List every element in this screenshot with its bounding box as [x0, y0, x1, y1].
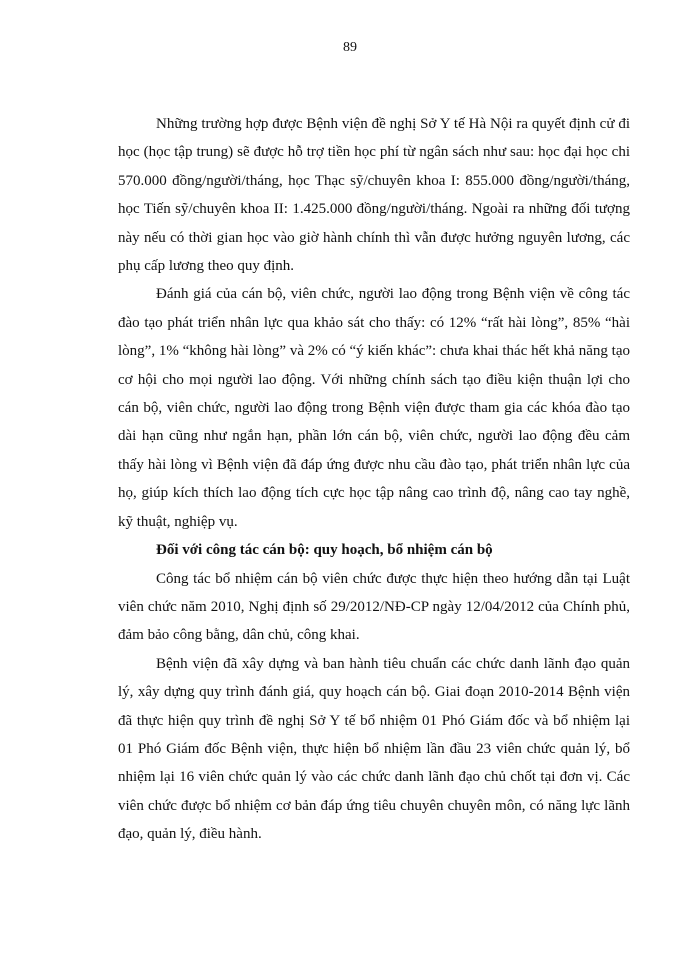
paragraph-tuition-support: Những trường hợp được Bệnh viện đề nghị Sở Y tế Hà Nội ra quyết định cử đi học (học tập trung) sẽ được hỗ trợ tiền học phí từ ngân sách như sau: học đại học chi 570.000 đồng/người/tháng, học Thạc sỹ/chuyên khoa I: 855.000 đồng/người/tháng, học Tiến sỹ/chuyên khoa II: 1.425.000 đồng/người/tháng. Ngoài ra những đối tượng này nếu có thời gian học vào giờ hành chính thì vẫn được hưởng nguyên lương, các phụ cấp lương theo quy định. — [118, 116, 630, 275]
paragraph-training-survey: Đánh giá của cán bộ, viên chức, người lao động trong Bệnh viện về công tác đào tạo phát triển nhân lực qua khảo sát cho thấy: có 12% “rất hài lòng”, 85% “hài lòng”, 1% “không hài lòng” và 2% có “ý kiến khác”: chưa khai thác hết khả năng tạo cơ hội cho mọi người lao động. Với những chính sách tạo điều kiện thuận lợi cho cán bộ, viên chức, người lao động trong Bệnh viện được tham gia các khóa đào tạo dài hạn cũng như ngắn hạn, phần lớn cán bộ, viên chức, người lao động đều cảm thấy hài lòng vì Bệnh viện đã đáp ứng được nhu cầu đào tạo, phát triển nhân lực của họ, giúp kích thích lao động tích cực học tập nâng cao trình độ, nâng cao tay nghề, kỹ thuật, nghiệp vụ. — [118, 286, 630, 530]
paragraph-appointment-results: Bệnh viện đã xây dựng và ban hành tiêu chuẩn các chức danh lãnh đạo quản lý, xây dựng quy trình đánh giá, quy hoạch cán bộ. Giai đoạn 2010-2014 Bệnh viện đã thực hiện quy trình đề nghị Sở Y tế bổ nhiệm 01 Phó Giám đốc và bổ nhiệm lại 01 Phó Giám đốc Bệnh viện, thực hiện bổ nhiệm lần đầu 23 viên chức quản lý, bổ nhiệm lại 16 viên chức quản lý vào các chức danh lãnh đạo chủ chốt tại đơn vị. Các viên chức được bổ nhiệm cơ bản đáp ứng tiêu chuyên chuyên môn, có năng lực lãnh đạo, quản lý, điều hành. — [118, 655, 630, 843]
section-heading: Đối với công tác cán bộ: quy hoạch, bổ nhiệm cán bộ — [156, 542, 493, 559]
document-body — [118, 110, 630, 849]
paragraph-appointment-basis: Công tác bổ nhiệm cán bộ viên chức được thực hiện theo hướng dẫn tại Luật viên chức năm 2010, Nghị định số 29/2012/NĐ-CP ngày 12/04/2012 của Chính phủ, đảm bảo công bằng, dân chủ, công khai. — [118, 570, 630, 644]
page-number: 89 — [343, 40, 357, 55]
